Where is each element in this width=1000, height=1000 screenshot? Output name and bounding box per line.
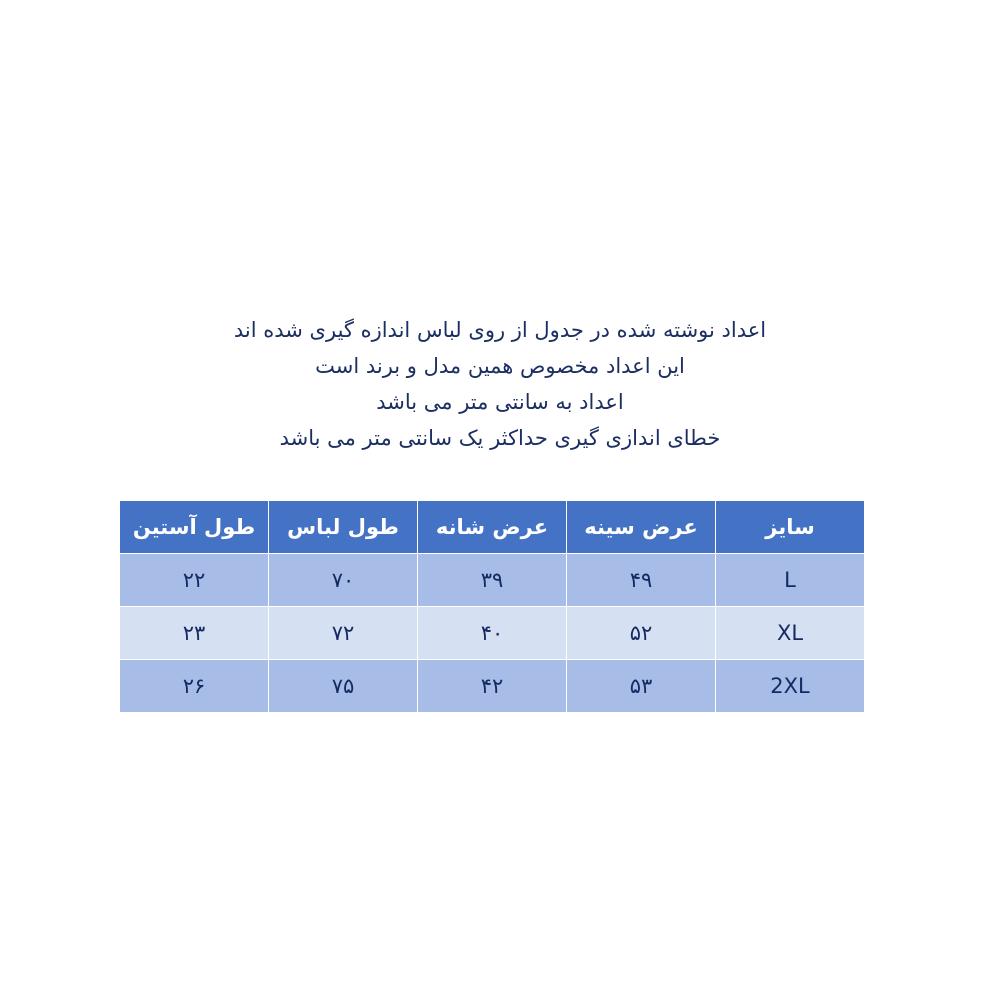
column-header-shoulder: عرض شانه <box>418 501 567 554</box>
table-body <box>120 554 865 713</box>
cell-size: 2XL <box>716 660 865 713</box>
table-header-row <box>120 501 865 554</box>
cell-chest: ۴۹ <box>567 554 716 607</box>
cell-chest: ۵۲ <box>567 607 716 660</box>
cell-length: ۷۲ <box>269 607 418 660</box>
cell-shoulder: ۳۹ <box>418 554 567 607</box>
table-row <box>120 554 865 607</box>
column-header-size: سایز <box>716 501 865 554</box>
measurement-notes <box>0 312 1000 456</box>
column-header-sleeve: طول آستین <box>120 501 269 554</box>
cell-length: ۷۰ <box>269 554 418 607</box>
note-line-4: خطای اندازی گیری حداکثر یک سانتی متر می باشد <box>279 426 721 450</box>
cell-size: L <box>716 554 865 607</box>
cell-length: ۷۵ <box>269 660 418 713</box>
note-line-2: این اعداد مخصوص همین مدل و برند است <box>315 354 685 378</box>
cell-chest: ۵۳ <box>567 660 716 713</box>
cell-shoulder: ۴۰ <box>418 607 567 660</box>
table-row <box>120 660 865 713</box>
column-header-length: طول لباس <box>269 501 418 554</box>
table-row <box>120 607 865 660</box>
size-table-container <box>132 500 865 713</box>
column-header-chest: عرض سینه <box>567 501 716 554</box>
cell-size: XL <box>716 607 865 660</box>
size-table <box>119 500 865 713</box>
cell-sleeve: ۲۳ <box>120 607 269 660</box>
table-header <box>120 501 865 554</box>
cell-sleeve: ۲۶ <box>120 660 269 713</box>
cell-sleeve: ۲۲ <box>120 554 269 607</box>
cell-shoulder: ۴۲ <box>418 660 567 713</box>
note-line-1: اعداد نوشته شده در جدول از روی لباس اندازه گیری شده اند <box>233 318 767 342</box>
note-line-3: اعداد به سانتی متر می باشد <box>376 390 624 414</box>
